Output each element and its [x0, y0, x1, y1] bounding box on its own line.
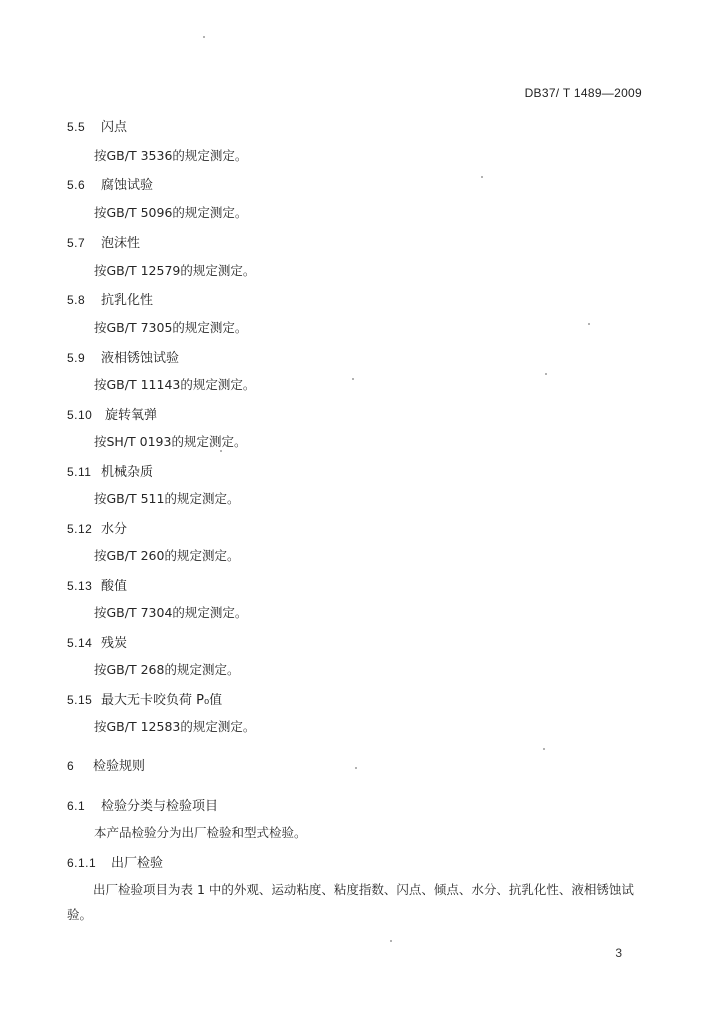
section-heading-5-11 [67, 461, 153, 480]
chapter-number: 6 [67, 759, 75, 773]
section-title: 最大无卡咬负荷 P₀值 [101, 693, 223, 708]
chapter-heading-6 [67, 755, 145, 774]
section-text-5-8: 按GB/T 7305的规定测定。 [94, 320, 248, 335]
section-number: 5.8 [67, 293, 86, 307]
section-number: 5.15 [67, 693, 93, 707]
section-text-5-9: 按GB/T 11143的规定测定。 [94, 377, 256, 392]
section-text-5-11: 按GB/T 511的规定测定。 [94, 491, 240, 506]
section-heading-5-7 [67, 232, 140, 251]
scan-speck [355, 767, 357, 769]
section-number: 5.6 [67, 178, 86, 192]
section-number: 5.13 [67, 579, 93, 593]
page-number: 3 [615, 946, 622, 960]
section-heading-5-14 [67, 632, 127, 651]
section-title: 酸值 [101, 579, 128, 594]
section-title: 液相锈蚀试验 [101, 351, 180, 366]
section-number: 5.9 [67, 351, 86, 365]
section-number: 5.14 [67, 636, 93, 650]
section-heading-5-6 [67, 174, 153, 193]
section-text-6-1-1: 出厂检验项目为表 1 中的外观、运动粘度、粘度指数、闪点、倾点、水分、抗乳化性、液相锈蚀试验。 [67, 882, 634, 922]
section-heading-5-9 [67, 347, 179, 366]
section-title: 机械杂质 [101, 465, 154, 480]
section-title: 抗乳化性 [101, 293, 154, 308]
section-heading-6-1 [67, 795, 218, 814]
section-heading-5-5 [67, 116, 127, 135]
section-title: 腐蚀试验 [101, 178, 154, 193]
section-heading-6-1-1 [67, 852, 163, 871]
scan-speck [220, 450, 222, 452]
section-title: 旋转氧弹 [105, 408, 158, 423]
section-text-5-10: 按SH/T 0193的规定测定。 [94, 434, 247, 449]
scan-speck [390, 940, 392, 942]
section-heading-5-8 [67, 289, 153, 308]
section-text-5-13: 按GB/T 7304的规定测定。 [94, 605, 248, 620]
scan-speck [352, 378, 354, 380]
section-number: 6.1 [67, 799, 86, 813]
scan-speck [543, 748, 545, 750]
section-text-6-1: 本产品检验分为出厂检验和型式检验。 [94, 825, 307, 840]
section-title: 出厂检验 [111, 856, 164, 871]
chapter-title: 检验规则 [93, 759, 146, 774]
scan-speck [203, 36, 205, 38]
document-code-header: DB37/ T 1489—2009 [524, 86, 642, 100]
section-title: 泡沫性 [101, 236, 141, 251]
section-title: 残炭 [101, 636, 128, 651]
section-heading-5-12 [67, 518, 127, 537]
section-text-5-6: 按GB/T 5096的规定测定。 [94, 205, 248, 220]
section-heading-5-10 [67, 404, 157, 423]
section-number: 5.12 [67, 522, 93, 536]
section-title: 检验分类与检验项目 [101, 799, 219, 814]
scan-speck [588, 323, 590, 325]
section-text-5-14: 按GB/T 268的规定测定。 [94, 662, 240, 677]
section-title: 闪点 [101, 120, 128, 135]
scan-speck [481, 176, 483, 178]
section-heading-5-13 [67, 575, 127, 594]
section-number: 5.11 [67, 465, 92, 479]
section-text-5-5: 按GB/T 3536的规定测定。 [94, 148, 248, 163]
section-title: 水分 [101, 522, 128, 537]
section-number: 5.5 [67, 120, 86, 134]
section-number: 5.7 [67, 236, 86, 250]
section-text-5-15: 按GB/T 12583的规定测定。 [94, 719, 256, 734]
scan-speck [545, 373, 547, 375]
section-heading-5-15 [67, 689, 222, 708]
section-number: 5.10 [67, 408, 93, 422]
section-text-5-7: 按GB/T 12579的规定测定。 [94, 263, 256, 278]
section-number: 6.1.1 [67, 856, 97, 870]
section-text-5-12: 按GB/T 260的规定测定。 [94, 548, 240, 563]
